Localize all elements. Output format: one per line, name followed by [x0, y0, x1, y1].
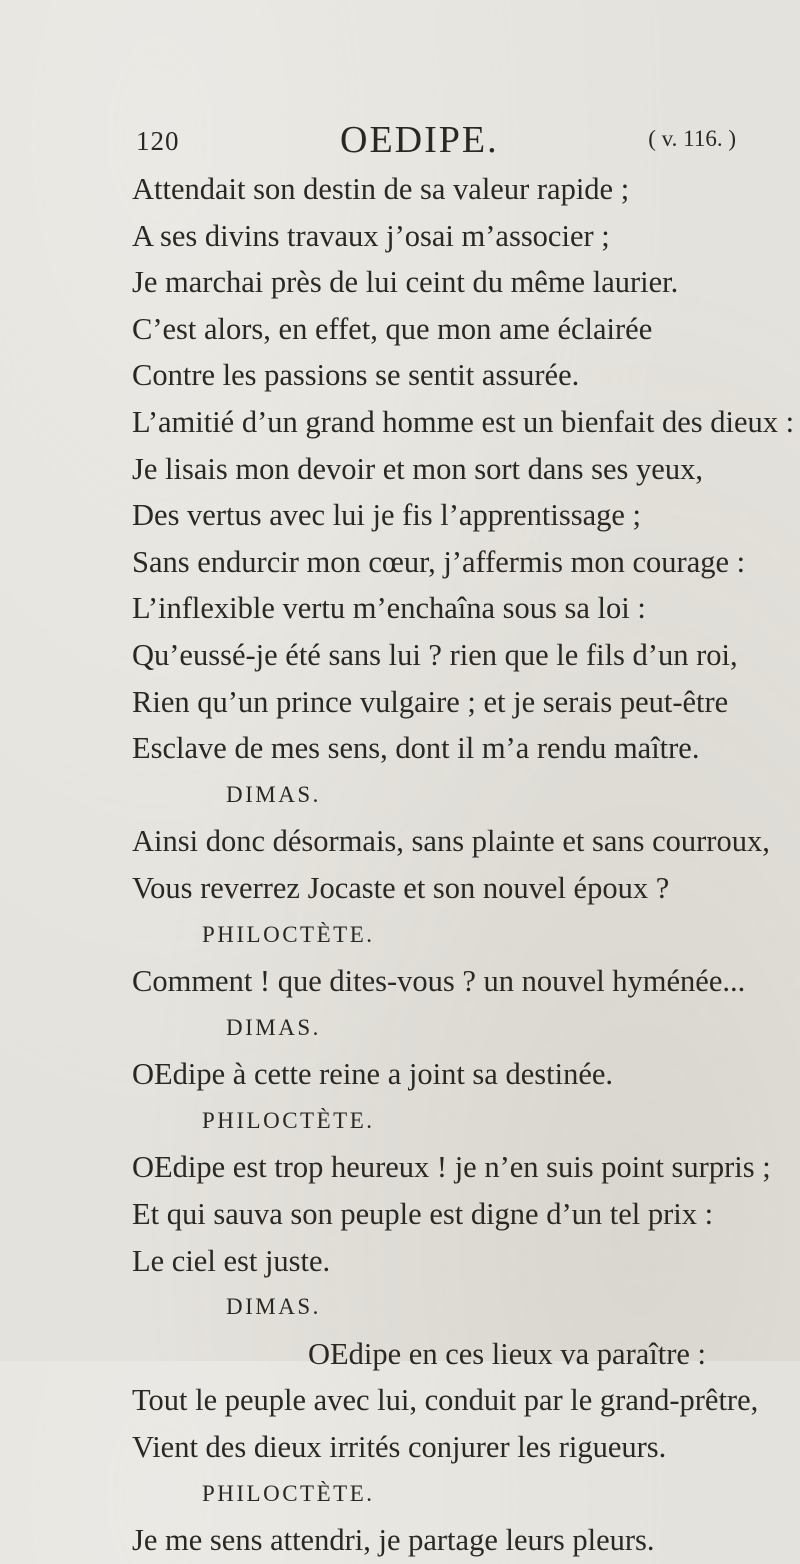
speaker-name: PHILOCTÈTE. [202, 1480, 375, 1506]
verse-line: Rien qu’un prince vulgaire ; et je serais peut-être [132, 684, 729, 719]
page-header [136, 118, 736, 164]
speaker-name: DIMAS. [226, 1294, 321, 1320]
speaker-name: DIMAS. [226, 1014, 321, 1040]
verse-line: Sans endurcir mon cœur, j’affermis mon courage : [132, 544, 746, 579]
verse-line: OEdipe à cette reine a joint sa destinée. [132, 1057, 614, 1092]
verse-line: Vous reverrez Jocaste et son nouvel époux ? [132, 870, 670, 905]
running-title: OEDIPE. [340, 119, 499, 161]
verse-line: Attendait son destin de sa valeur rapide ; [132, 172, 630, 206]
verse-line: Comment ! que dites-vous ? un nouvel hyménée... [132, 964, 746, 999]
speaker-name: DIMAS. [226, 781, 321, 807]
verse-line: L’amitié d’un grand homme est un bienfait des dieux : [132, 404, 795, 439]
verse-line: Tout le peuple avec lui, conduit par le grand-prêtre, [132, 1383, 759, 1418]
speaker-name: PHILOCTÈTE. [202, 1107, 375, 1133]
verse-line: Je marchai près de lui ceint du même laurier. [132, 265, 679, 300]
verse-line: Vient des dieux irrités conjurer les rigueurs. [132, 1430, 667, 1465]
verse-line: Je me sens attendri, je partage leurs pleurs. [132, 1523, 655, 1558]
verse-line: Ainsi donc désormais, sans plainte et sans courroux, [132, 824, 770, 859]
verse-line: OEdipe en ces lieux va paraître : [308, 1336, 707, 1371]
speaker-name: PHILOCTÈTE. [202, 921, 375, 947]
verse-line: Esclave de mes sens, dont il m’a rendu maître. [132, 731, 700, 766]
play-text [132, 166, 795, 1564]
verse-line: Et qui sauva son peuple est digne d’un tel prix : [132, 1197, 714, 1232]
verse-reference: ( v. 116. ) [648, 126, 736, 151]
page-number: 120 [136, 126, 180, 156]
verse-line: Des vertus avec lui je fis l’apprentissage ; [132, 498, 642, 533]
verse-line: Qu’eussé-je été sans lui ? rien que le fils d’un roi, [132, 637, 738, 672]
verse-line: L’inflexible vertu m’enchaîna sous sa loi : [132, 591, 646, 626]
verse-line: OEdipe est trop heureux ! je n’en suis point surpris ; [132, 1150, 771, 1185]
verse-line: C’est alors, en effet, que mon ame éclairée [132, 311, 653, 346]
verse-line: Contre les passions se sentit assurée. [132, 358, 580, 393]
verse-line: Le ciel est juste. [132, 1243, 331, 1278]
verse-line: A ses divins travaux j’osai m’associer ; [132, 218, 610, 253]
verse-line: Je lisais mon devoir et mon sort dans ses yeux, [132, 451, 703, 486]
